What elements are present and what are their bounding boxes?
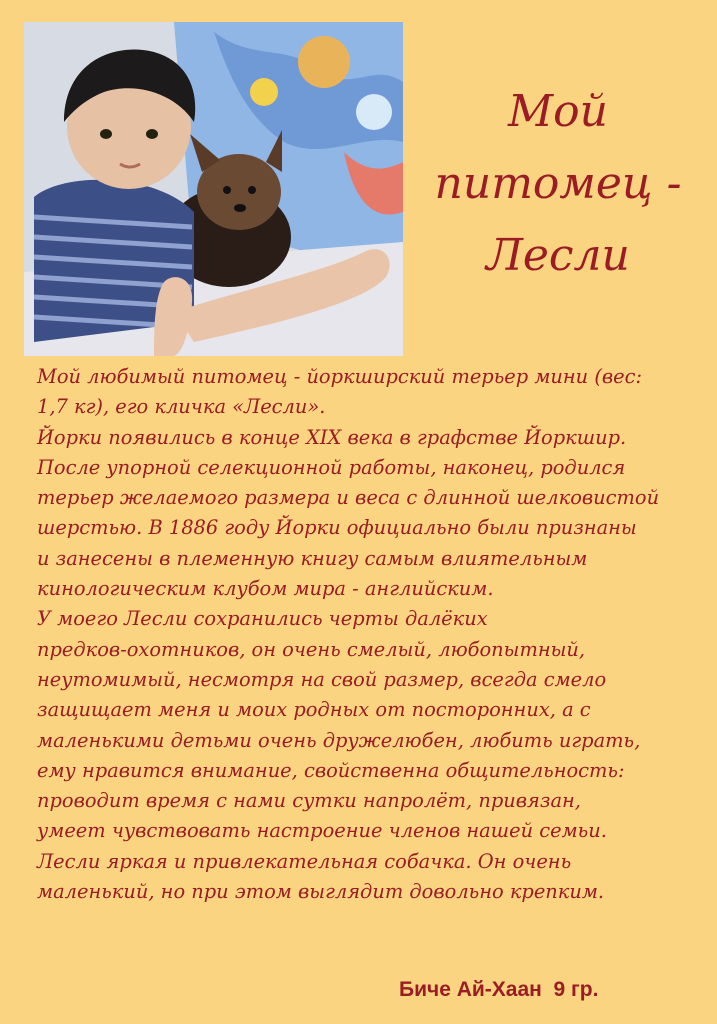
author-signature: Биче Ай-Хаан 9 гр. xyxy=(399,978,599,1001)
body-line: кинологическим клубом мира - английским. xyxy=(37,577,494,601)
body-line: После упорной селекционной работы, наконец, родился xyxy=(37,455,626,479)
body-line: проводит время с нами сутки напролёт, привязан, xyxy=(37,789,581,813)
title-line-1: Мой xyxy=(508,86,608,137)
pet-photo xyxy=(24,22,403,356)
body-line: Лесли яркая и привлекательная собачка. Он очень xyxy=(37,849,572,873)
body-line: терьер желаемого размера и веса с длинной шелковистой xyxy=(37,486,660,510)
body-line: маленький, но при этом выглядит довольно крепким. xyxy=(37,880,605,904)
body-line: шерстью. В 1886 году Йорки официально были признаны xyxy=(37,516,637,540)
body-line: маленькими детьми очень дружелюбен, любить играть, xyxy=(37,728,641,752)
body-line: умеет чувствовать настроение членов нашей семьи. xyxy=(37,819,607,843)
page-title xyxy=(408,76,708,292)
body-line: Йорки появились в конце XIX века в графстве Йоркшир. xyxy=(37,425,627,449)
title-line-3: Лесли xyxy=(486,230,630,281)
body-line: 1,7 кг), его кличка «Лесли». xyxy=(37,395,326,419)
title-line-2: питомец - xyxy=(434,158,682,209)
body-line: защищает меня и моих родных от посторонних, а с xyxy=(37,698,591,722)
body-line: неутомимый, несмотря на свой размер, всегда смело xyxy=(37,667,607,691)
body-line: и занесены в племенную книгу самым влиятельным xyxy=(37,546,588,570)
body-line: Мой любимый питомец - йоркширский терьер мини (вес: xyxy=(37,365,643,388)
body-line: предков-охотников, он очень смелый, любопытный, xyxy=(37,637,586,661)
body-line: У моего Лесли сохранились черты далёких xyxy=(37,607,488,631)
body-line: ему нравится внимание, свойственна общительность: xyxy=(37,758,625,782)
article-body xyxy=(37,362,697,907)
photo-illustration xyxy=(24,22,403,356)
